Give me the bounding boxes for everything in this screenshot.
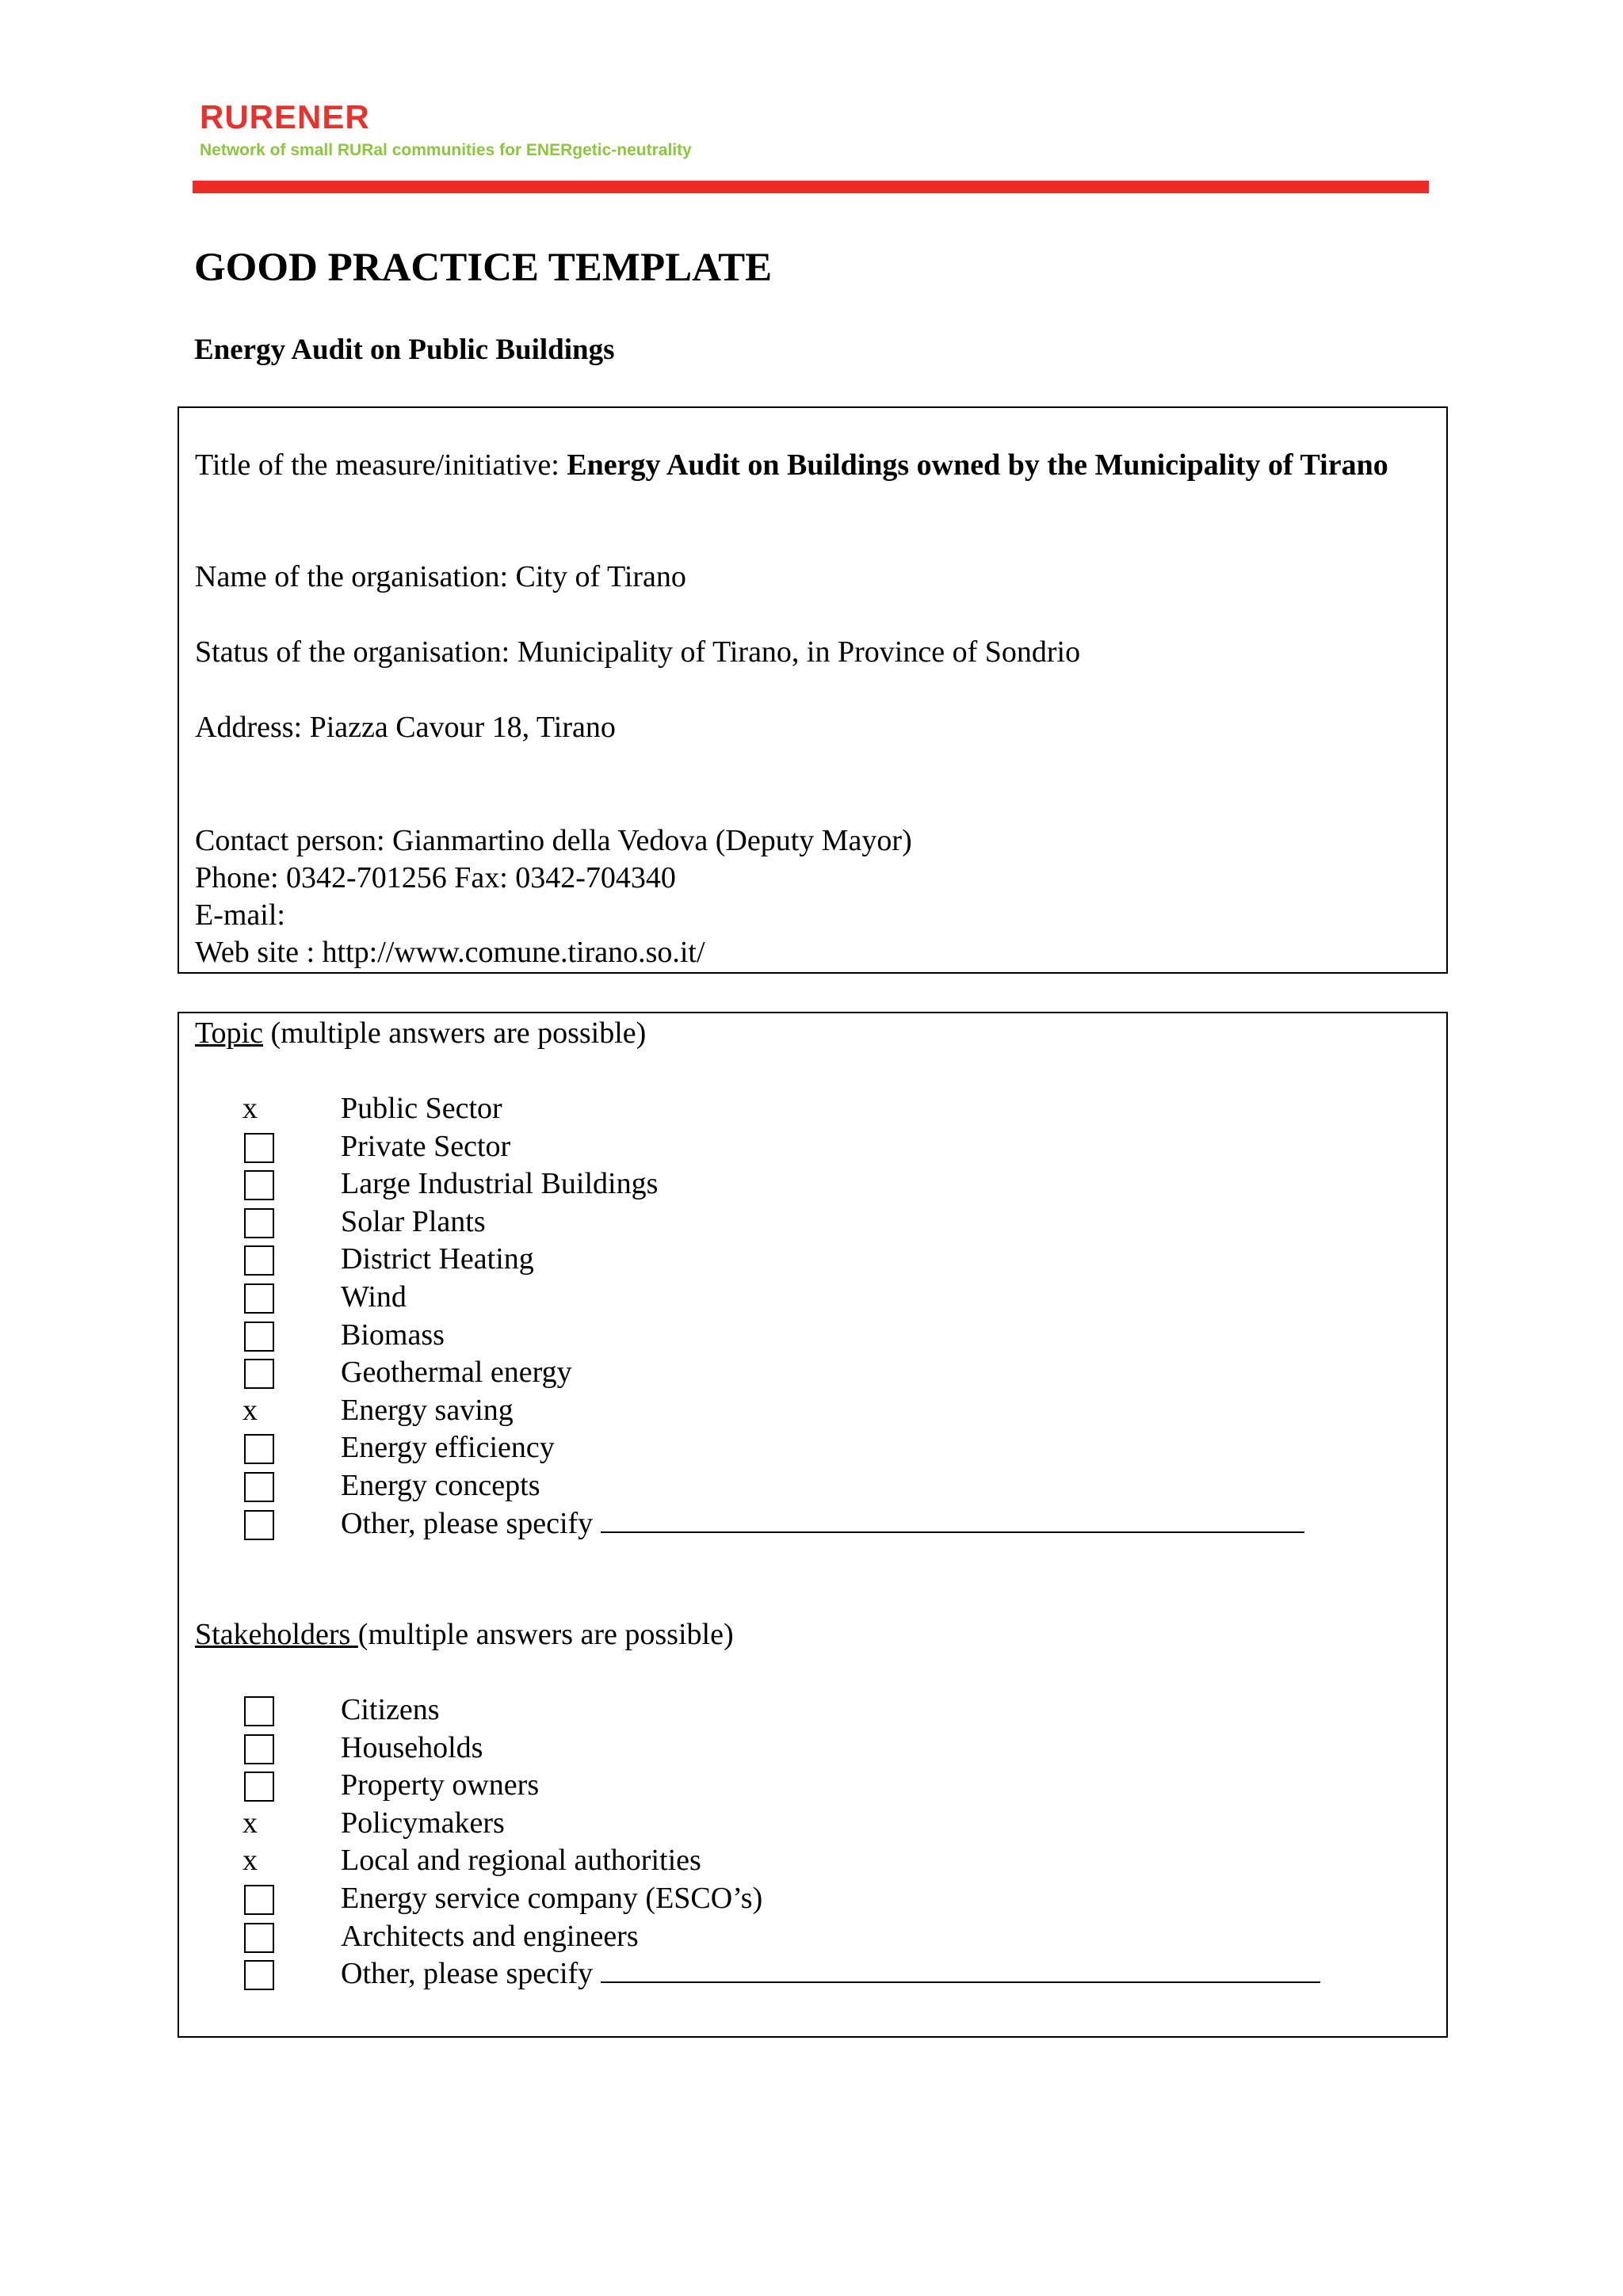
checkbox-square: [244, 1170, 274, 1200]
checked-x-mark[interactable]: [242, 1392, 276, 1429]
topic-item-label: [341, 1203, 486, 1241]
checkbox[interactable]: [242, 1880, 276, 1917]
contact-person: Contact person: Gianmartino della Vedova (Deputy Mayor): [195, 824, 912, 857]
checkbox[interactable]: [242, 1354, 276, 1391]
checked-x-mark[interactable]: [242, 1842, 276, 1879]
stakeholder-item-text: Households: [341, 1730, 483, 1764]
stakeholder-item-label: [341, 1730, 483, 1767]
stakeholder-item-label: [341, 1918, 639, 1955]
topic-item-text: Energy saving: [341, 1393, 514, 1427]
topic-item-text: Solar Plants: [341, 1204, 486, 1238]
organisation-details-box: [178, 406, 1448, 974]
checkbox[interactable]: [242, 1467, 276, 1505]
topic-heading-note: (multiple answers are possible): [262, 1016, 647, 1050]
organisation-name: Name of the organisation: City of Tirano: [195, 560, 686, 593]
checkbox-square: [244, 1434, 274, 1464]
checkbox-square: [244, 1510, 274, 1540]
topic-item-label: [341, 1279, 407, 1316]
topic-item-text: Private Sector: [341, 1129, 511, 1163]
x-mark-glyph: x: [242, 1092, 258, 1125]
document-title: GOOD PRACTICE TEMPLATE: [194, 246, 773, 290]
x-mark-glyph: x: [242, 1844, 258, 1878]
checkbox-square: [244, 1734, 274, 1764]
checkbox-square: [244, 1772, 274, 1802]
checkbox[interactable]: [242, 1767, 276, 1804]
topic-item-label: [341, 1090, 502, 1127]
stakeholder-item-text: Local and regional authorities: [341, 1844, 701, 1878]
checkbox-square: [244, 1133, 274, 1163]
checkbox[interactable]: [242, 1241, 276, 1278]
topic-item-text: Large Industrial Buildings: [341, 1167, 659, 1201]
checkbox[interactable]: [242, 1429, 276, 1466]
measure-title-value: Energy Audit on Buildings owned by the Municipality of Tirano: [567, 448, 1388, 482]
stakeholder-item-label: [341, 1880, 762, 1917]
topic-item-text: Biomass: [341, 1318, 445, 1352]
organisation-address: Address: Piazza Cavour 18, Tirano: [195, 711, 616, 744]
contact-email: E-mail:: [195, 898, 285, 932]
topic-item-label: [341, 1429, 555, 1466]
document-subtitle: Energy Audit on Public Buildings: [194, 334, 615, 366]
stakeholder-item-text: Architects and engineers: [341, 1919, 639, 1953]
stakeholder-item-text: Citizens: [341, 1693, 440, 1726]
topic-item-text: Energy concepts: [341, 1469, 540, 1502]
topic-item-label: [341, 1392, 514, 1429]
contact-phone: Phone: 0342-701256 Fax: 0342-704340: [195, 861, 676, 894]
checkbox[interactable]: [242, 1730, 276, 1767]
checkbox-square: [244, 1923, 274, 1953]
topic-item-label: [341, 1241, 534, 1278]
topic-item-text: Public Sector: [341, 1092, 502, 1125]
stakeholder-item-label: [341, 1842, 701, 1879]
checked-x-mark[interactable]: [242, 1090, 276, 1127]
topic-item-text: Energy efficiency: [341, 1431, 555, 1465]
checkbox-square: [244, 1472, 274, 1502]
topics-stakeholders-box: [178, 1012, 1448, 2038]
x-mark-glyph: x: [242, 1393, 258, 1427]
checkbox-square: [244, 1245, 274, 1276]
logo-name: RURENER: [200, 98, 370, 135]
checkbox[interactable]: [242, 1317, 276, 1354]
topic-item-label: [341, 1317, 445, 1354]
stakeholders-heading-note: (multiple answers are possible): [357, 1618, 734, 1651]
logo-tagline: Network of small RURal communities for ENERgetic-neutrality: [200, 141, 692, 159]
specify-blank-field[interactable]: [601, 1508, 1304, 1533]
stakeholders-heading-label: Stakeholders: [195, 1618, 358, 1651]
stakeholder-item-label: [341, 1805, 505, 1842]
topic-item-label: [341, 1467, 540, 1505]
stakeholder-item-text: Energy service company (ESCO’s): [341, 1882, 763, 1915]
stakeholder-item-text: Property owners: [341, 1768, 540, 1802]
topic-item-label: [341, 1354, 572, 1391]
stakeholder-item-text: Other, please specify: [341, 1957, 594, 1991]
checkbox[interactable]: [242, 1918, 276, 1955]
checkbox[interactable]: [242, 1955, 276, 1993]
checkbox-square: [244, 1960, 274, 1990]
checkbox[interactable]: [242, 1203, 276, 1241]
checkbox[interactable]: [242, 1165, 276, 1203]
stakeholders-heading: [195, 1616, 734, 1653]
topic-item-text: District Heating: [341, 1242, 534, 1276]
checkbox-square: [244, 1696, 274, 1726]
topic-item-text: Wind: [341, 1280, 407, 1314]
contact-website: Web site : http://www.comune.tirano.so.it/: [195, 936, 705, 969]
topic-heading: [195, 1015, 646, 1052]
specify-blank-field[interactable]: [601, 1958, 1320, 1983]
topic-heading-label: Topic: [195, 1016, 263, 1050]
rurener-logo: [200, 98, 692, 162]
checkbox[interactable]: [242, 1279, 276, 1316]
checkbox-square: [244, 1283, 274, 1314]
organisation-status: Status of the organisation: Municipality of Tirano, in Province of Sondrio: [195, 635, 1081, 669]
measure-title: [195, 447, 1431, 484]
topic-item-text: Other, please specify: [341, 1506, 594, 1540]
topic-item-label: [341, 1505, 1304, 1543]
header-divider: [193, 181, 1429, 193]
stakeholder-item-label: [341, 1691, 440, 1729]
topic-item-label: [341, 1165, 658, 1203]
x-mark-glyph: x: [242, 1806, 258, 1840]
checkbox[interactable]: [242, 1505, 276, 1543]
topic-item-text: Geothermal energy: [341, 1356, 572, 1390]
checkbox-square: [244, 1885, 274, 1915]
stakeholder-item-label: [341, 1767, 539, 1804]
checkbox[interactable]: [242, 1128, 276, 1165]
checkbox-square: [244, 1322, 274, 1352]
checkbox[interactable]: [242, 1691, 276, 1729]
checkbox-square: [244, 1359, 274, 1389]
checkbox-square: [244, 1208, 274, 1238]
stakeholder-item-label: [341, 1955, 1320, 1993]
measure-title-label: Title of the measure/initiative:: [195, 448, 567, 482]
topic-item-label: [341, 1128, 510, 1165]
stakeholder-item-text: Policymakers: [341, 1806, 505, 1840]
checked-x-mark[interactable]: [242, 1805, 276, 1842]
